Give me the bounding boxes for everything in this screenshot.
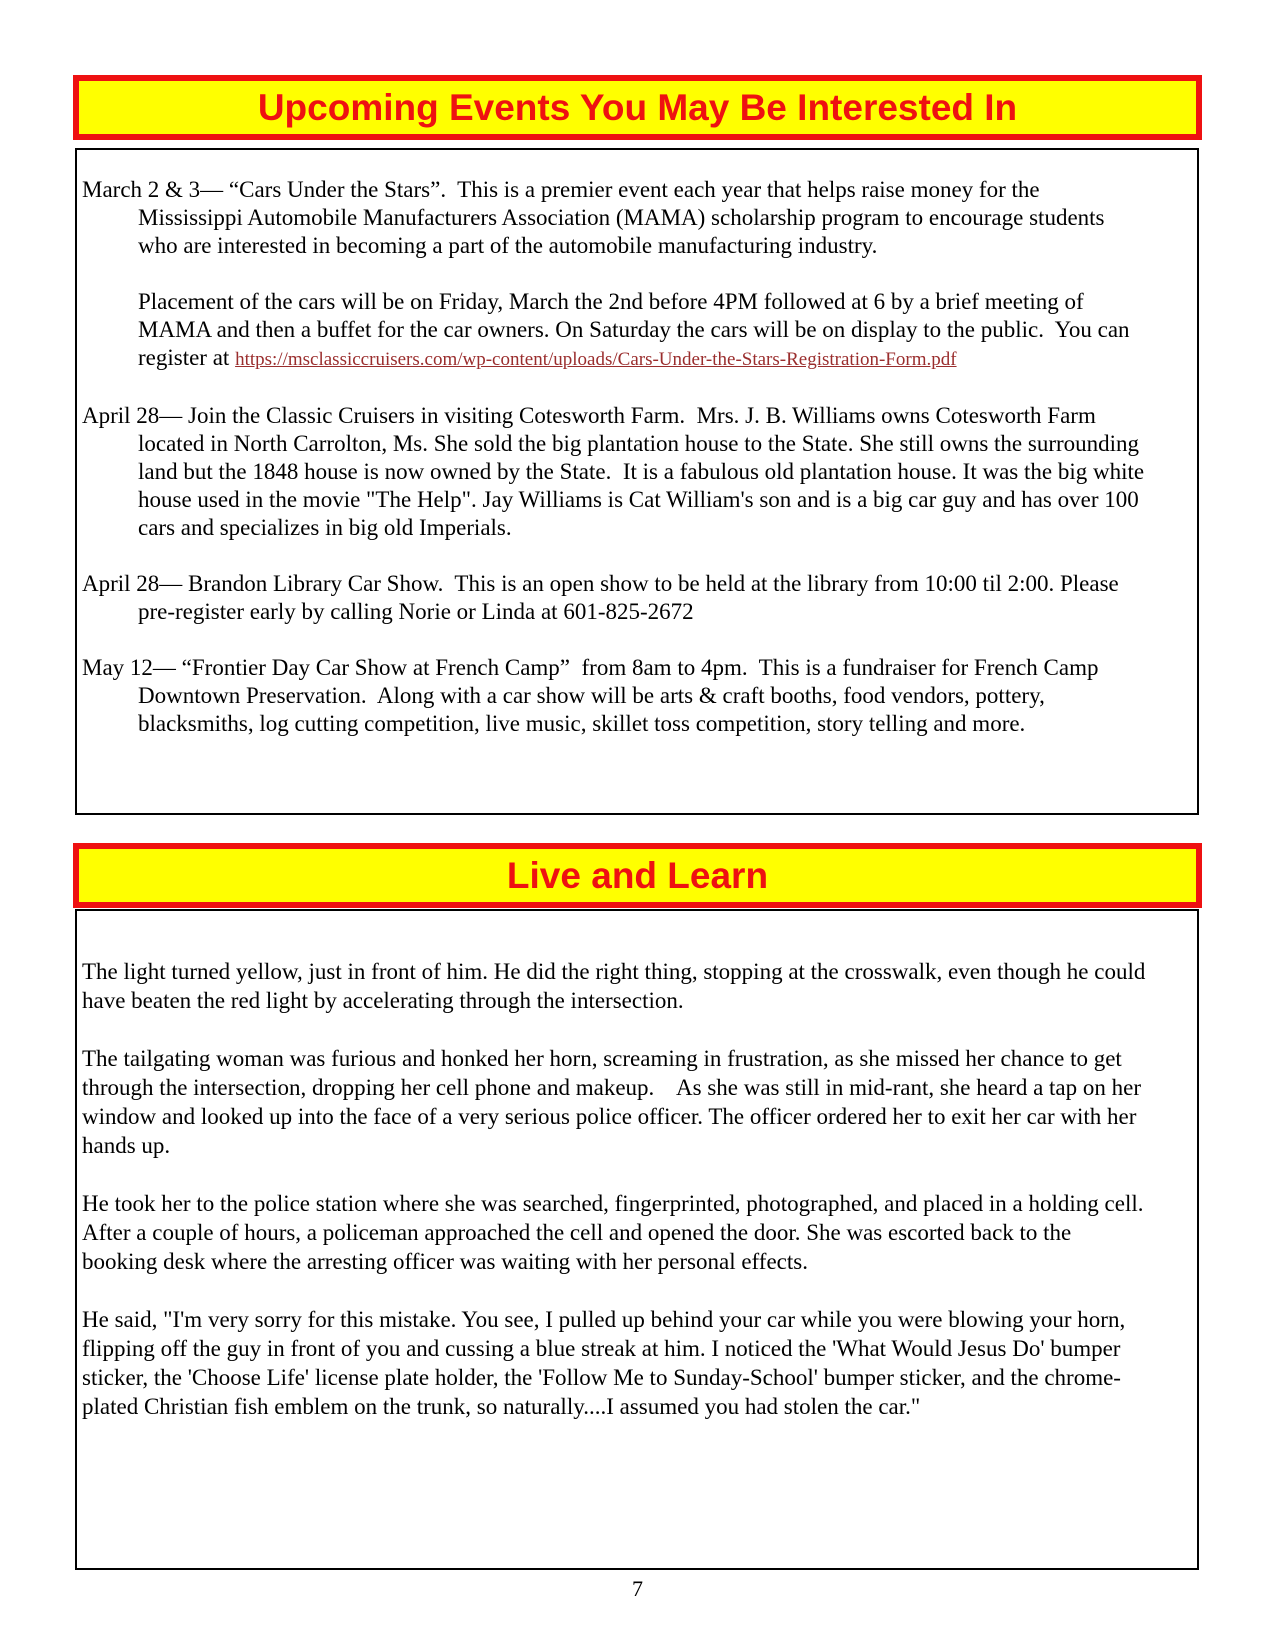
live-and-learn-box (75, 909, 1199, 1570)
live-and-learn-banner (73, 843, 1202, 908)
page-number: 7 (632, 1576, 643, 1601)
event-item-frontier-day-car-show: May 12— “Frontier Day Car Show at French Camp” from 8am to 4pm. This is a fundraiser for French Camp Downtown Preservation. Along with a car show will be arts & craft booths, food vendors, pottery, blacksmiths, log cutting competition, live music, skillet toss competition, story telling and more. (82, 655, 1105, 736)
story-paragraph-2: The tailgating woman was furious and honked her horn, screaming in frustration, as she missed her chance to get through the intersection, dropping her cell phone and makeup. As she was still in mid-rant, she heard a tap on her window and looked up into the face of a very serious police officer. The officer ordered her to exit her car with her hands up. (82, 1046, 1147, 1158)
event-item-brandon-library-car-show: April 28— Brandon Library Car Show. This is an open show to be held at the library from 10:00 til 2:00. Please pre-register early by calling Norie or Linda at 601-825-2672 (82, 571, 1125, 624)
upcoming-events-box (75, 148, 1199, 815)
event-item-placement-details (138, 288, 1145, 374)
story-paragraph-3: He took her to the police station where she was searched, fingerprinted, photographed, and placed in a holding cell. After a couple of hours, a policeman approached the cell and opened the door. She was escorted back to the booking desk where the arresting officer was waiting with her personal effects. (82, 1191, 1160, 1274)
story-paragraph-1: The light turned yellow, just in front of him. He did the right thing, stopping at the crosswalk, even though he could have beaten the red light by accelerating through the intersection. (82, 959, 1152, 1013)
event-item-cars-under-the-stars: March 2 & 3— “Cars Under the Stars”. This is a premier event each year that helps raise money for the Mississippi Automobile Manufacturers Association (MAMA) scholarship program to encourage students who are interested in becoming a part of the automobile manufacturing industry. (82, 177, 1111, 258)
event-item-cotesworth-farm: April 28— Join the Classic Cruisers in visiting Cotesworth Farm. Mrs. J. B. Williams owns Cotesworth Farm located in North Carrolton, Ms. She sold the big plantation house to the State. She still owns the surrounding land but the 1848 house is now owned by the State. It is a fabulous old plantation house. It was the big white house used in the movie "The Help". Jay Williams is Cat William's son and is a big car guy and has over 100 cars and specializes in big old Imperials. (82, 403, 1150, 540)
registration-link[interactable]: https://msclassiccruisers.com/wp-content/uploads/Cars-Under-the-Stars-Registration-Form.pdf (235, 349, 957, 370)
placement-text: Placement of the cars will be on Friday, March the 2nd before 4PM followed at 6 by a brief meeting of MAMA and then a buffet for the car owners. On Saturday the cars will be on display to the public. You can register at (138, 289, 1136, 370)
story-paragraph-4: He said, "I'm very sorry for this mistake. You see, I pulled up behind your car while you were blowing your horn, flipping off the guy in front of you and cussing a blue streak at him. I noticed the 'What Would Jesus Do' bumper sticker, the 'Choose Life' license plate holder, the 'Follow Me to Sunday-School' bumper sticker, and the chrome-plated Christian fish emblem on the trunk, so naturally....I assumed you had stolen the car." (82, 1307, 1131, 1419)
live-and-learn-title: Live and Learn (506, 854, 769, 896)
upcoming-events-title: Upcoming Events You May Be Interested In (257, 86, 1018, 128)
upcoming-events-banner (73, 75, 1202, 140)
